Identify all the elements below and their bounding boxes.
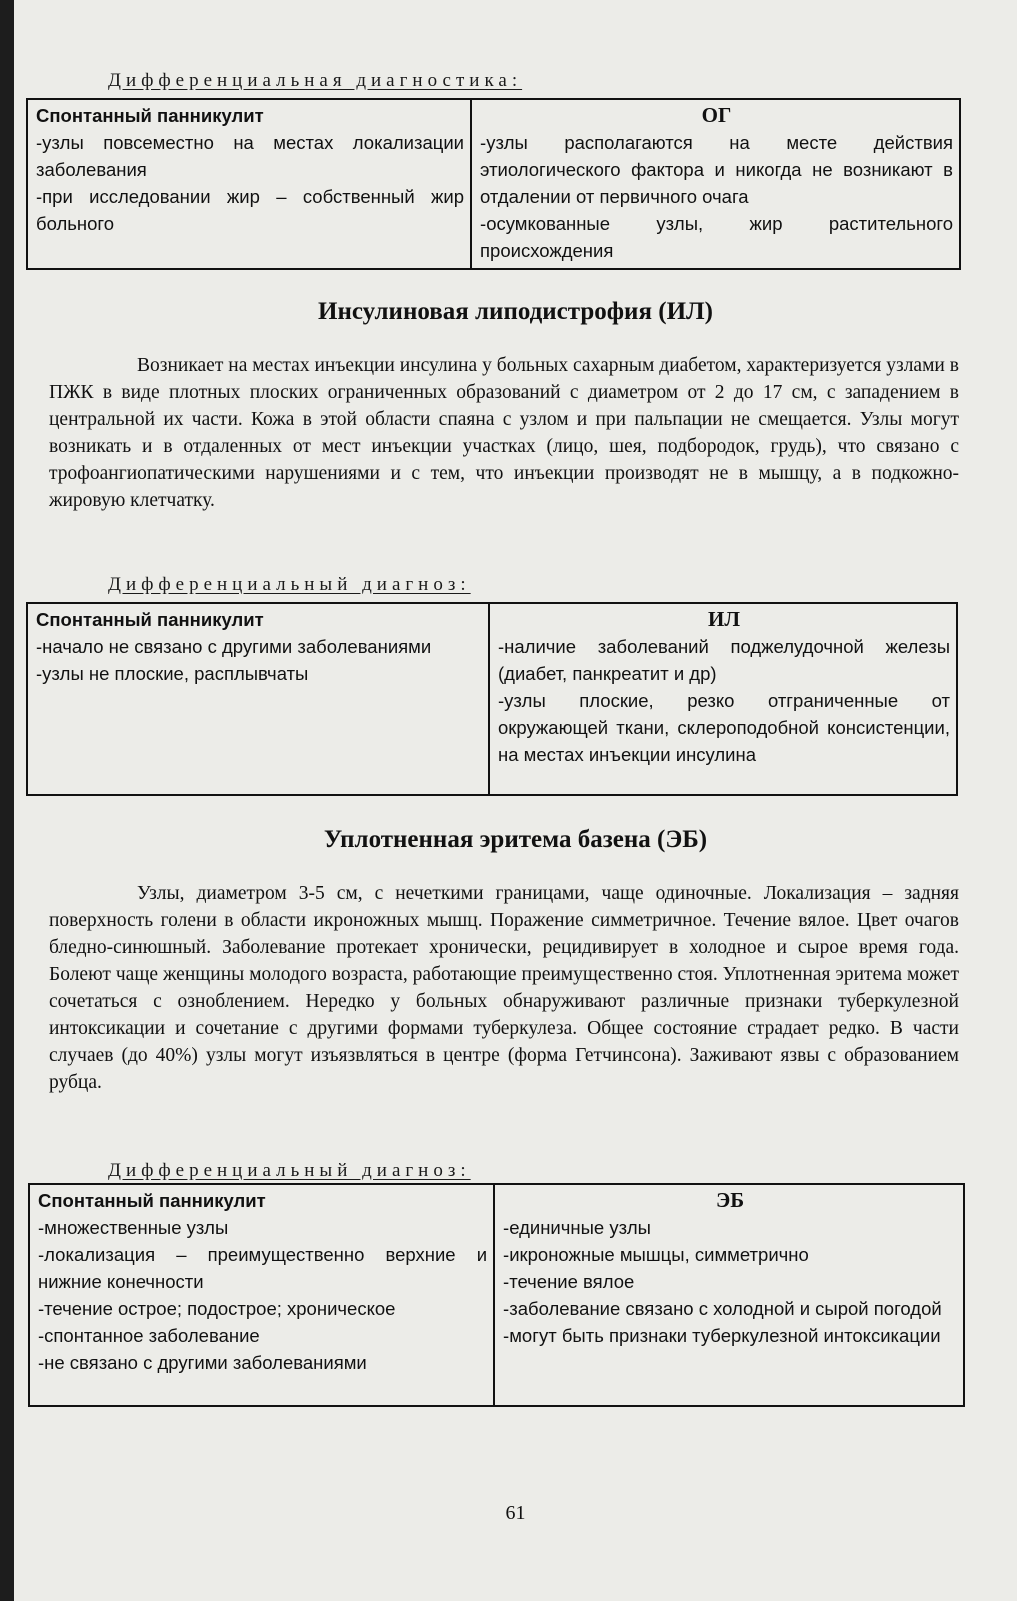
- table3-left-line-1: -множественные узлы: [38, 1217, 229, 1238]
- table1-right-line-2: -осумкованные узлы, жир растительного происхождения: [480, 213, 953, 261]
- table3-right-line-2: -икроножные мышцы, симметрично: [503, 1244, 809, 1265]
- table2-left-line-2: -узлы не плоские, расплывчаты: [36, 663, 309, 684]
- table2-right-cell: [489, 603, 957, 795]
- table2-right-line-1: -наличие заболеваний поджелудочной железы (диабет, панкреатит и др): [497, 636, 950, 684]
- table3-left-head: Спонтанный панникулит: [38, 1190, 266, 1211]
- section-title-erythema-bazin: Уплотненная эритема базена (ЭБ): [323, 826, 708, 853]
- table2-right-line-2: -узлы плоские, резко отграниченные от окружающей ткани, склероподобной консистенции, на местах инъекции инсулина: [497, 690, 950, 765]
- table2-left-head: Спонтанный панникулит: [36, 609, 264, 630]
- table3-right-line-5: -могут быть признаки туберкулезной интоксикации: [503, 1325, 941, 1346]
- diff-table-2: [26, 602, 958, 796]
- diff-caption-1: Дифференциальная диагностика:: [108, 70, 523, 91]
- table1-right-cell: [471, 99, 960, 269]
- table3-left-cell: [29, 1184, 494, 1406]
- page-number: 61: [505, 1502, 526, 1524]
- section-text-erythema-bazin: Узлы, диаметром 3-5 см, с нечеткими границами, чаще одиночные. Локализация – задняя поверхность голени в области икроножных мышц. Поражение симметричное. Течение вялое. Цвет очагов бледно-синюшный. Заболевание протекает хронически, рецидивирует в холодное и сырое время года. Болеют чаще женщины молодого возраста, работающие преимущественно стоя. Уплотненная эритема может сочетаться с ознoблением. Нередко у больных обнаруживают различные признаки туберкулезной интоксикации и сочетание с другими формами туберкулеза. Общее состояние страдает редко. В части случаев (до 40%) узлы могут изъязвляться в центре (форма Гетчинсона). Заживают язвы с образованием рубца.: [49, 883, 959, 1093]
- table3-right-line-3: -течение вялое: [503, 1271, 635, 1292]
- table3-right-cell: [494, 1184, 964, 1406]
- diff-caption-3: Дифференциальный диагноз:: [108, 1160, 471, 1181]
- table2-left-line-1: -начало не связано с другими заболеваниями: [36, 636, 432, 657]
- table1-right-line-1: -узлы располагаются на месте действия этиологического фактора и никогда не возникают в отдалении от первичного очага: [480, 132, 953, 207]
- table2-right-head: ИЛ: [708, 607, 740, 631]
- table3-left-line-3: -течение острое; подострое; хроническое: [38, 1298, 396, 1319]
- table3-left-line-5: -не связано с другими заболеваниями: [38, 1352, 367, 1373]
- section-text-insulin-lipodystrophy: Возникает на местах инъекции инсулина у больных сахарным диабетом, характеризуется узлами в ПЖК в виде плотных плоских ограниченных образований с диаметром от 2 до 17 см, с западением в центральной их части. Кожа в этой области спаяна с узлом и при пальпации не смещается. Узлы могут возникать и в отдаленных от мест инъекции участках (лицо, шея, подбородок, грудь), что связано с трофоангиопатическими нарушениями и с тем, что инъекции производят не в мышцу, а в подкожно-жировую клетчатку.: [49, 355, 959, 511]
- diff-caption-2: Дифференциальный диагноз:: [108, 574, 471, 595]
- table1-left-line-2: -при исследовании жир – собственный жир больного: [36, 186, 465, 234]
- table2-left-cell: [27, 603, 489, 795]
- table1-right-head: ОГ: [701, 103, 732, 127]
- table3-right-line-4: -заболевание связано с холодной и сырой погодой: [503, 1298, 942, 1319]
- table1-left-line-1: -узлы повсеместно на местах локализации заболевания: [36, 132, 465, 180]
- table3-left-line-2: -локализация – преимущественно верхние и нижние конечности: [38, 1244, 488, 1292]
- diff-table-3: [28, 1183, 965, 1407]
- diff-table-1: [26, 98, 961, 270]
- table3-left-line-4: -спонтанное заболевание: [38, 1325, 260, 1346]
- table1-left-head: Спонтанный панникулит: [36, 105, 264, 126]
- table3-right-line-1: -единичные узлы: [503, 1217, 651, 1238]
- book-page: [14, 0, 1017, 1601]
- section-title-insulin-lipodystrophy: Инсулиновая липодистрофия (ИЛ): [318, 298, 713, 325]
- table1-left-cell: [27, 99, 471, 269]
- table3-right-head: ЭБ: [715, 1188, 745, 1212]
